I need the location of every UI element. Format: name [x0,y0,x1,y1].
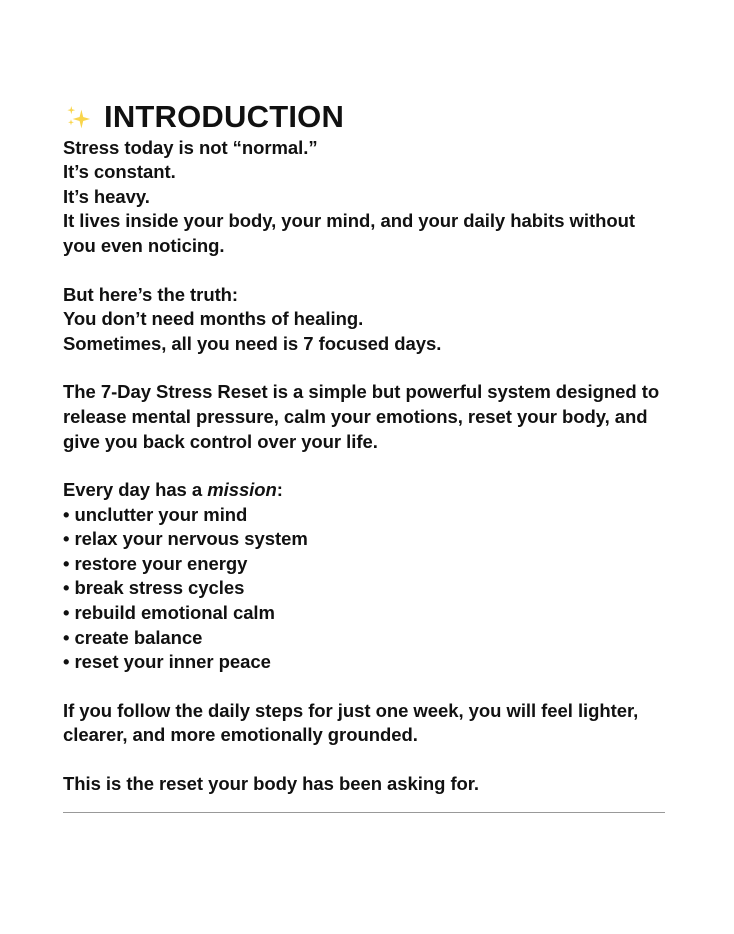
paragraph-program-description [63,380,669,454]
bullet-marker: • [63,552,70,574]
list-item [63,650,669,675]
bullet-marker: • [63,503,70,525]
mission-section [63,478,669,675]
text-line: It’s constant. [63,161,176,183]
text-line: If you follow the daily steps for just one week, you will feel lighter, clearer, and more emotionally grounded. [63,699,639,746]
list-item-label: break stress cycles [74,577,245,599]
mission-lead [63,478,669,503]
sparkles-icon [63,103,93,133]
paragraph-outcome [63,699,669,748]
list-item [63,552,669,577]
list-item [63,527,669,552]
text-line: Sometimes, all you need is 7 focused days. [63,332,442,354]
list-item-label: reset your inner peace [74,651,271,673]
list-item-label: relax your nervous system [74,528,308,550]
paragraph-the-truth [63,283,669,357]
list-item [63,601,669,626]
page-title-text: INTRODUCTION [104,99,345,134]
document-content [63,0,669,797]
bullet-marker: • [63,577,70,599]
text-line: But here’s the truth: [63,283,239,305]
page-title [63,0,669,136]
text-line: Stress today is not “normal.” [63,136,318,158]
text-line: It lives inside your body, your mind, and your daily habits without you even noticing. [63,210,635,256]
paragraph-final-line [63,772,669,797]
bullet-marker: • [63,602,70,624]
paragraph-stress-intro [63,136,669,259]
text-line: It’s heavy. [63,185,150,207]
bullet-marker: • [63,528,70,550]
mission-lead-prefix: Every day has a [63,479,208,501]
bullet-marker: • [63,626,70,648]
bullet-marker: • [63,651,70,673]
text-line: You don’t need months of healing. [63,308,364,330]
list-item [63,576,669,601]
list-item-label: unclutter your mind [74,503,248,525]
list-item-label: create balance [74,626,203,648]
list-item [63,503,669,528]
text-line: This is the reset your body has been asking for. [63,773,480,795]
section-divider [63,812,665,813]
list-item-label: rebuild emotional calm [74,602,275,624]
text-line: The 7-Day Stress Reset is a simple but powerful system designed to release mental pressure, calm your emotions, reset your body, and give you back control over your life. [63,381,660,452]
list-item-label: restore your energy [74,552,248,574]
mission-lead-suffix: : [276,479,283,501]
mission-emphasis: mission [207,479,277,501]
list-item [63,626,669,651]
